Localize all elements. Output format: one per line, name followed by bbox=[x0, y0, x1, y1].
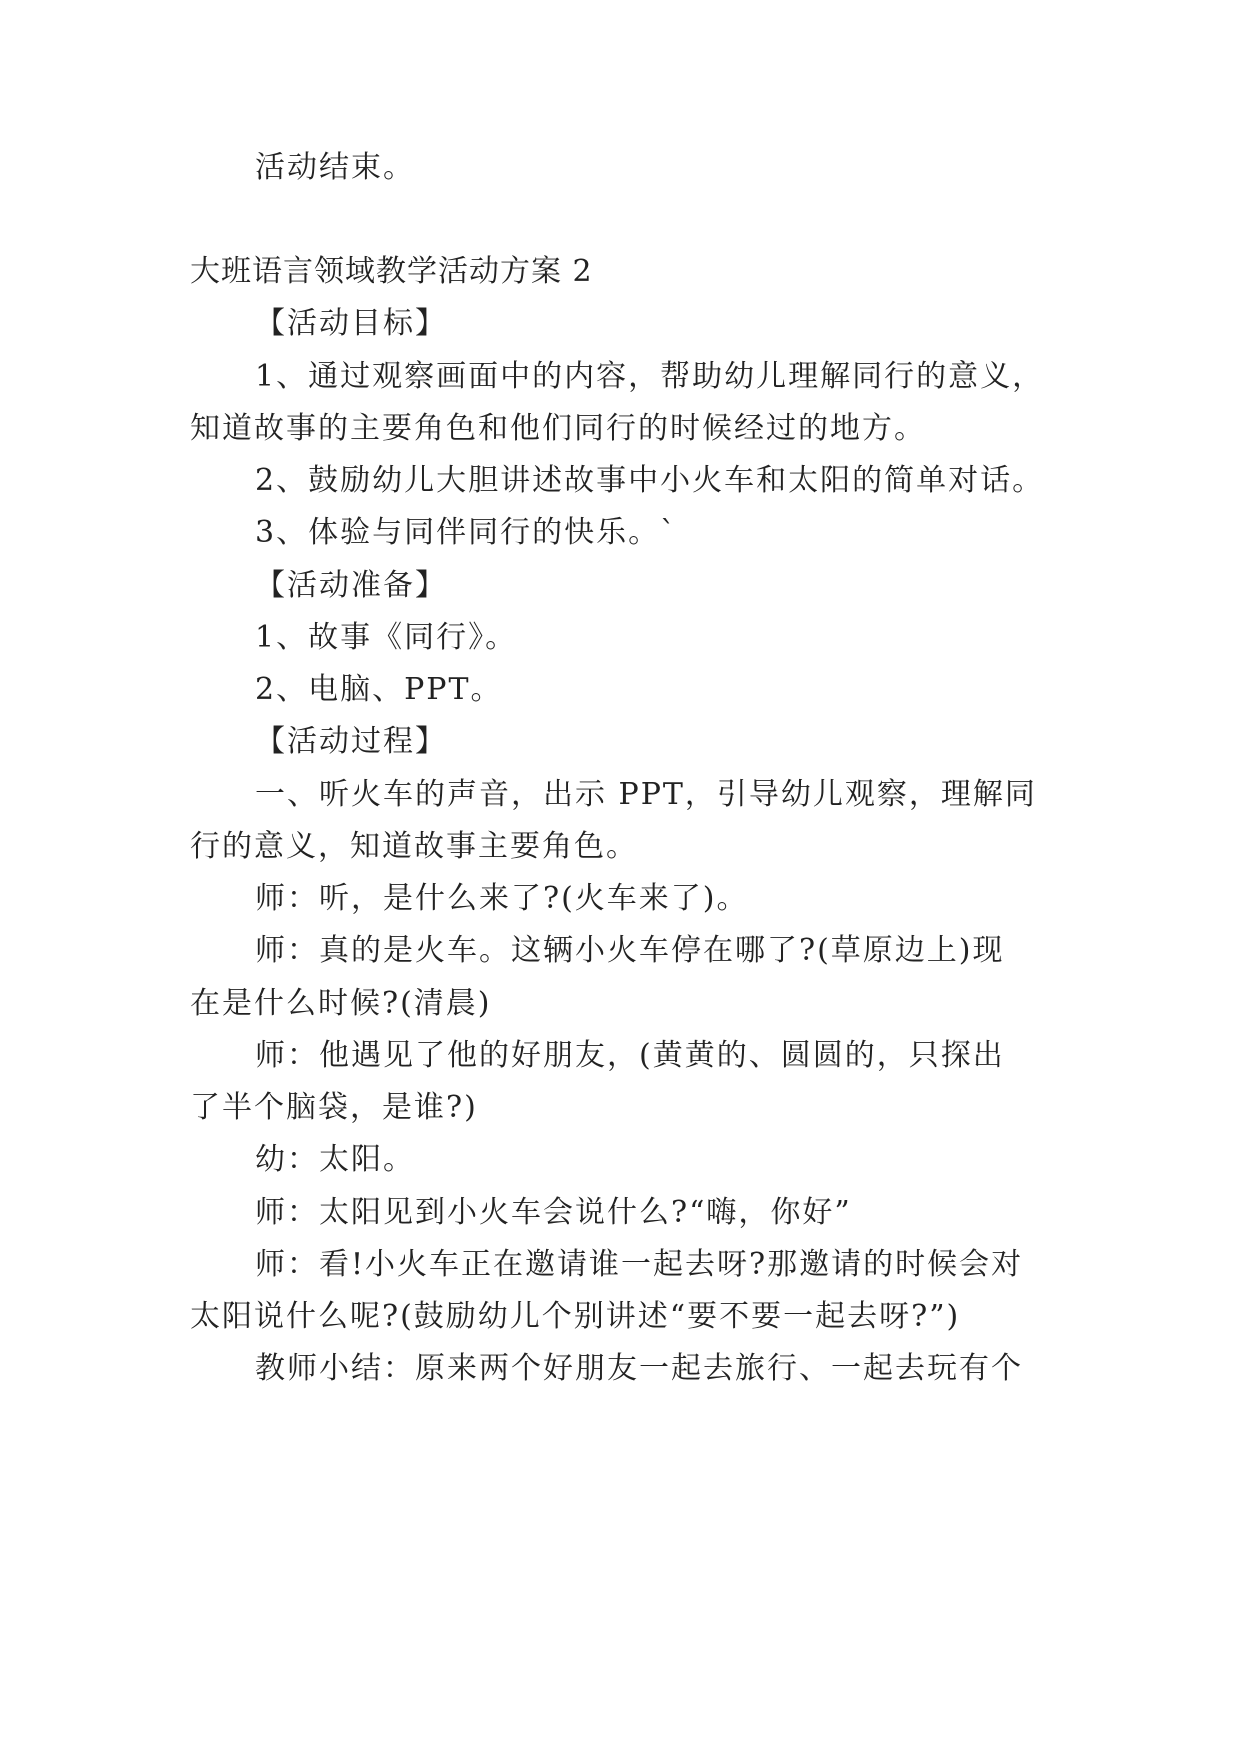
dialogue-line-continued: 了半个脑袋，是谁?) bbox=[190, 1090, 478, 1125]
preparation-2: 2、电脑、PPT。 bbox=[255, 672, 503, 707]
dialogue-line-continued: 在是什么时候?(清晨) bbox=[190, 986, 492, 1021]
goal-3: 3、体验与同伴同行的快乐。` bbox=[255, 515, 678, 550]
process-step-1-line-1: 一、听火车的声音，出示 PPT，引导幼儿观察，理解同 bbox=[255, 777, 1037, 812]
dialogue-line: 师：听，是什么来了?(火车来了)。 bbox=[255, 881, 749, 916]
teacher-summary: 教师小结：原来两个好朋友一起去旅行、一起去玩有个 bbox=[255, 1351, 1023, 1386]
preparation-1: 1、故事《同行》。 bbox=[255, 620, 518, 655]
goal-1-line-1: 1、通过观察画面中的内容，帮助幼儿理解同行的意义， bbox=[255, 359, 1045, 394]
goal-1-line-2: 知道故事的主要角色和他们同行的时候经过的地方。 bbox=[190, 411, 926, 446]
dialogue-line: 师：看!小火车正在邀请谁一起去呀?那邀请的时候会对 bbox=[255, 1247, 1024, 1282]
dialogue-line: 师：真的是火车。这辆小火车停在哪了?(草原边上)现 bbox=[255, 933, 1005, 968]
subheading-activity-goals: 【活动目标】 bbox=[255, 306, 447, 341]
process-step-1-line-2: 行的意义，知道故事主要角色。 bbox=[190, 829, 638, 864]
dialogue-line: 师：太阳见到小火车会说什么?“嗨，你好” bbox=[255, 1195, 852, 1230]
section-title: 大班语言领域教学活动方案 2 bbox=[190, 254, 593, 289]
subheading-activity-preparation: 【活动准备】 bbox=[255, 568, 447, 603]
dialogue-line: 幼：太阳。 bbox=[255, 1142, 415, 1177]
paragraph-activity-end: 活动结束。 bbox=[255, 150, 415, 185]
goal-2: 2、鼓励幼儿大胆讲述故事中小火车和太阳的简单对话。 bbox=[255, 463, 1045, 498]
subheading-activity-process: 【活动过程】 bbox=[255, 724, 447, 759]
dialogue-line: 师：他遇见了他的好朋友，(黄黄的、圆圆的，只探出 bbox=[255, 1038, 1005, 1073]
dialogue-line-continued: 太阳说什么呢?(鼓励幼儿个别讲述“要不要一起去呀?”) bbox=[190, 1299, 961, 1334]
